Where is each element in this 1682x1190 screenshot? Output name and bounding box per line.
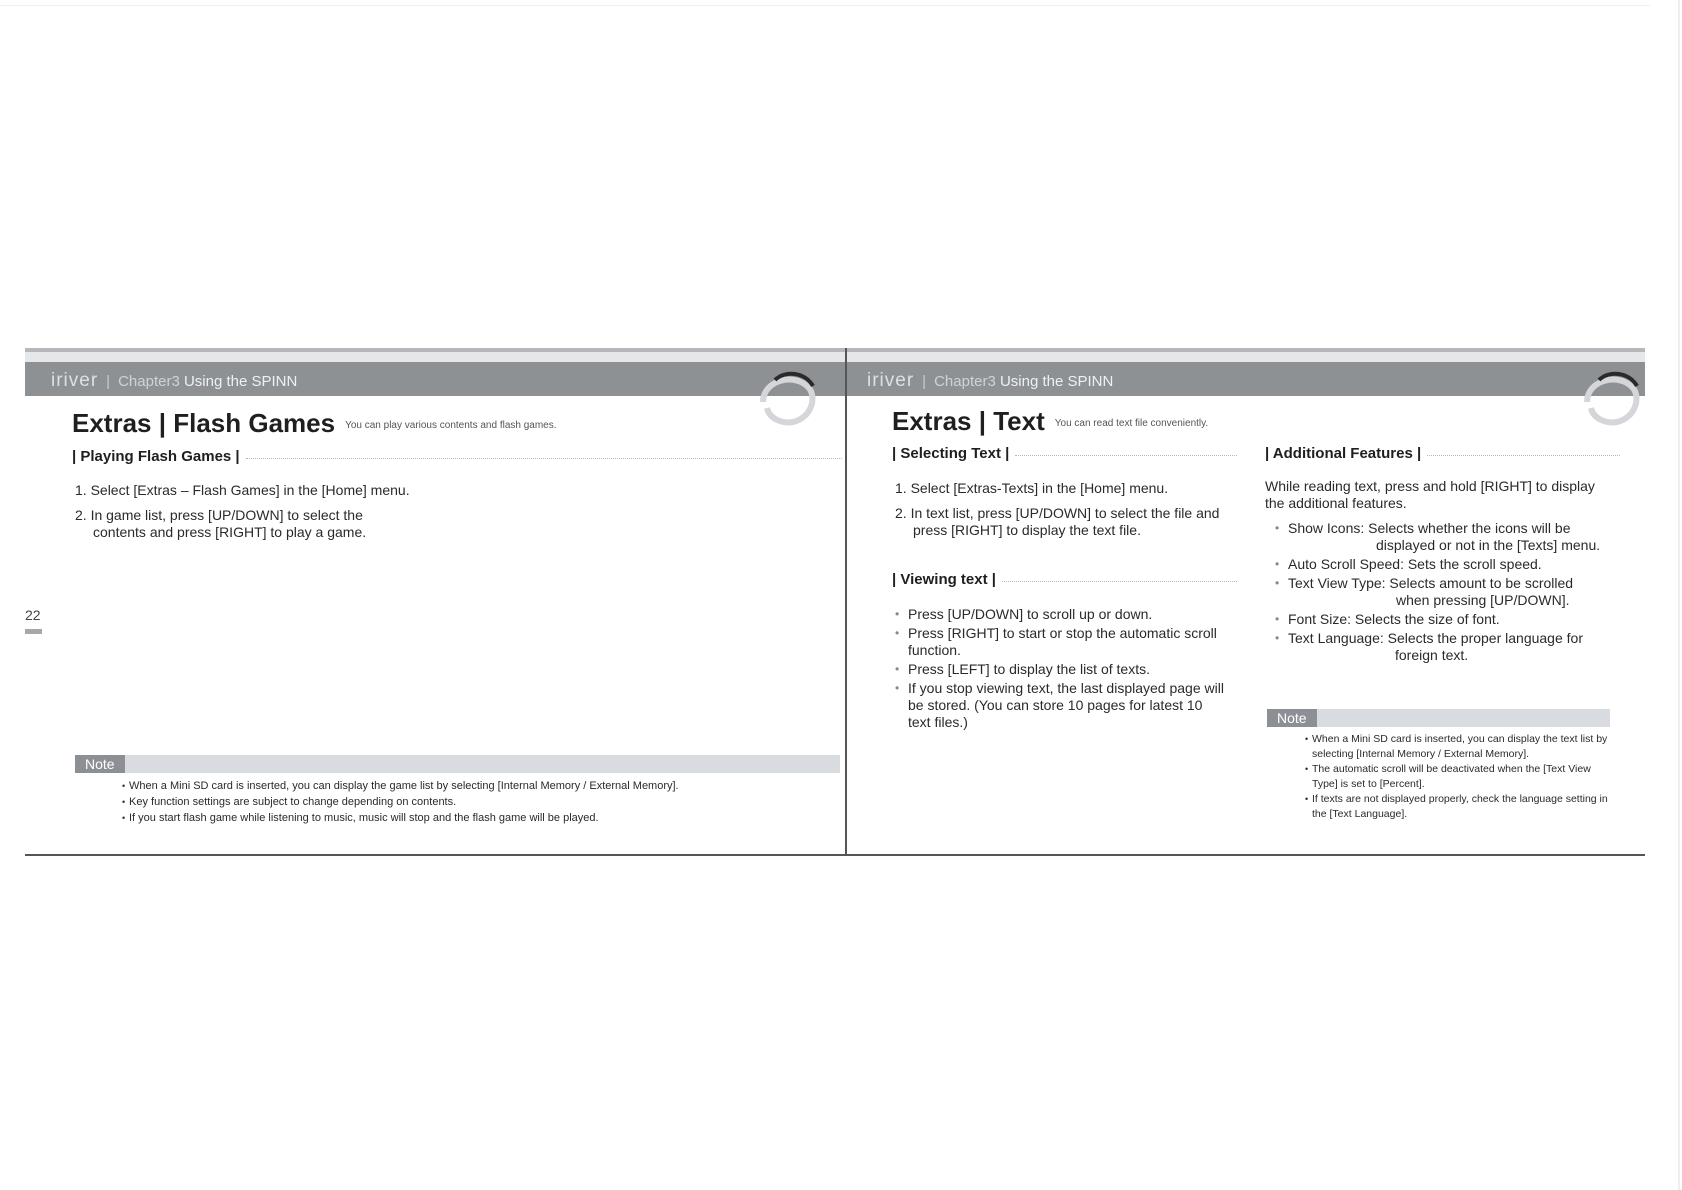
scan-top-edge [0,5,1650,6]
list-item: • If texts are not displayed properly, check the language setting in the [Text Language]. [1305,792,1617,822]
feature-label: Font Size: Selects the size of font. [1288,611,1500,627]
feature-label: Text Language: Selects the proper language for [1288,630,1583,646]
title-text: Extras | Text [892,406,1045,436]
list-item [1275,556,1620,573]
viewing-bullets-list [895,606,1225,733]
list-item: • The automatic scroll will be deactivated when the [Text View Type] is set to [Percent]. [1305,762,1617,792]
note-label: Note [1267,709,1317,727]
swirl-decoration-icon [755,366,819,430]
note-bar [75,755,840,773]
dotted-rule [1427,455,1620,456]
list-item: 2. In text list, press [UP/DOWN] to select the file and press [RIGHT] to display the text file. [895,505,1220,538]
list-item [1275,611,1620,628]
right-header-bar [847,348,1645,396]
feature-continuation: when pressing [UP/DOWN]. [1396,592,1570,608]
feature-label: Show Icons: Selects whether the icons will be [1288,520,1571,536]
brand-logo: iriver [51,370,99,391]
list-item: • If you stop viewing text, the last displayed page will be stored. (You can store 10 pages for latest 10 text files.) [895,680,1225,731]
page-number: 22 [25,607,41,623]
list-item: • When a Mini SD card is inserted, you can display the game list by selecting [Internal Memory / External Memory]. [122,778,842,794]
scan-right-edge [1678,0,1680,1190]
brand-logo: iriver [867,370,915,391]
list-item: 1. Select [Extras – Flash Games] in the [Home] menu. [75,482,410,498]
section-additional-features [1265,445,1620,462]
title-text: Extras | Flash Games [72,408,336,438]
list-item: 2. In game list, press [UP/DOWN] to select the contents and press [RIGHT] to play a game. [75,507,367,540]
chapter-title: Using the SPINN [183,373,298,390]
section-heading: | Additional Features | [1265,445,1422,462]
feature-continuation: foreign text. [1395,647,1469,663]
bottom-rule [25,854,1645,856]
flash-steps-list [75,482,415,549]
list-item: • Key function settings are subject to change depending on contents. [122,794,842,810]
section-heading: | Playing Flash Games | [72,448,240,465]
section-selecting-text [892,445,1237,462]
left-page [25,348,845,856]
header-separator: | [106,373,111,390]
list-item [1275,575,1620,609]
feature-label: Auto Scroll Speed: Sets the scroll speed. [1288,556,1542,572]
additional-intro: While reading text, press and hold [RIGHT] to display the additional features. [1265,478,1595,511]
features-list [1275,520,1620,666]
section-heading: | Selecting Text | [892,445,1010,462]
dotted-rule [1015,455,1237,456]
right-page [847,348,1645,856]
header-separator: | [922,373,927,390]
swirl-decoration-icon [1579,366,1643,430]
dotted-rule [1002,581,1237,582]
note-list [122,778,842,826]
text-steps-list [895,480,1225,547]
page-title [72,408,557,439]
left-header-text [51,370,297,392]
list-item: • When a Mini SD card is inserted, you can display the text list by selecting [Internal Memory / External Memory]. [1305,732,1617,762]
page-title [892,406,1208,437]
chapter-title: Using the SPINN [999,373,1114,390]
list-item: • If you start flash game while listening to music, music will stop and the flash game will be played. [122,810,842,826]
right-header-text [867,370,1113,392]
feature-continuation: displayed or not in the [Texts] menu. [1376,537,1601,553]
list-item [1275,520,1620,554]
section-viewing-text [892,571,1237,588]
list-item: • Press [RIGHT] to start or stop the automatic scroll function. [895,625,1225,659]
note-list [1305,732,1617,822]
list-item: 1. Select [Extras-Texts] in the [Home] menu. [895,480,1169,496]
title-subtitle: You can play various contents and flash games. [345,419,557,431]
chapter-label: Chapter3 [118,373,180,390]
list-item: • Press [LEFT] to display the list of texts. [895,661,1225,678]
title-subtitle: You can read text file conveniently. [1054,417,1209,429]
note-label: Note [75,755,125,773]
chapter-label: Chapter3 [934,373,996,390]
note-bar [1267,709,1610,727]
section-playing-flash-games [72,448,842,465]
manual-spread [25,348,1645,856]
list-item: • Press [UP/DOWN] to scroll up or down. [895,606,1225,623]
left-header-bar [25,348,845,396]
section-heading: | Viewing text | [892,571,996,588]
feature-label: Text View Type: Selects amount to be scrolled [1288,575,1574,591]
list-item [1275,630,1620,664]
dotted-rule [246,458,842,459]
